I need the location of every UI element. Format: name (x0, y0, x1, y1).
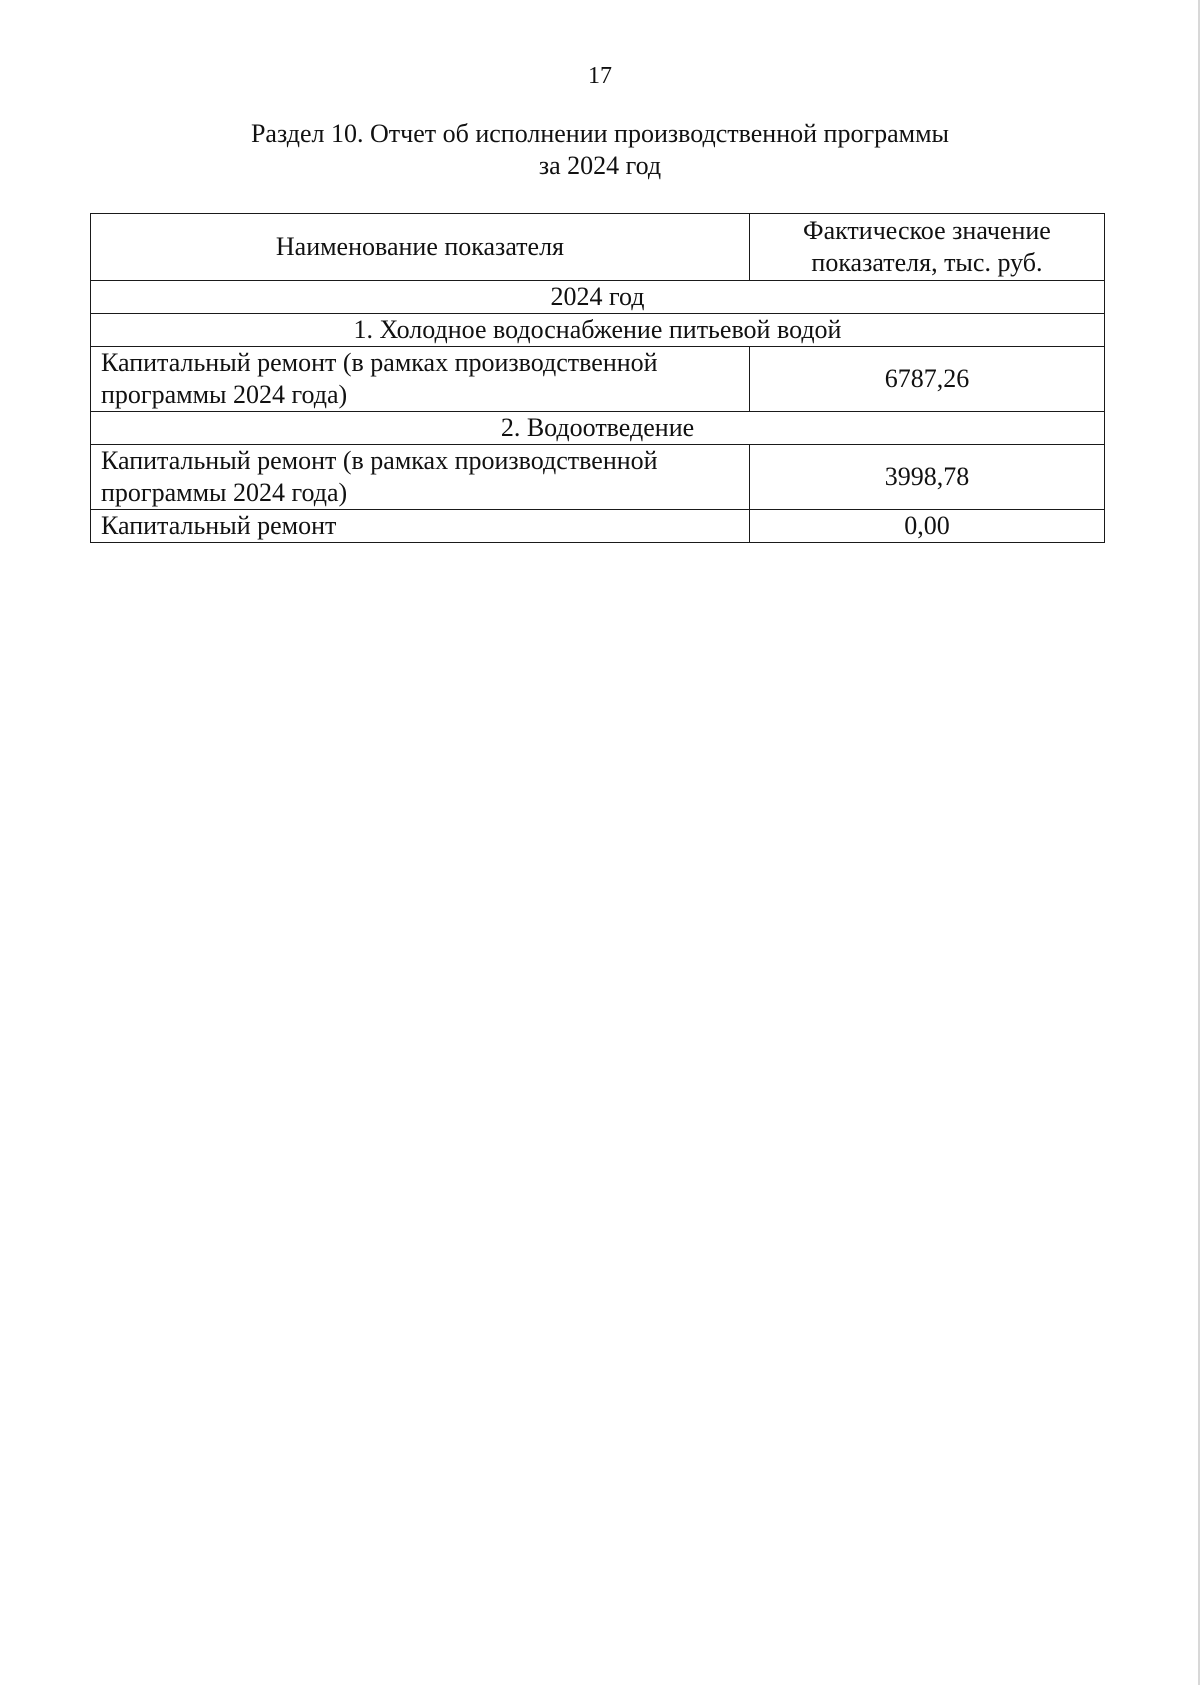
indicator-value-cell: 0,00 (749, 510, 1104, 543)
section-row (91, 412, 1105, 445)
table-row (91, 510, 1105, 543)
table-header-row (91, 214, 1105, 281)
section-heading-line-2: за 2024 год (538, 151, 662, 180)
column-header-actual-value: Фактическое значение показателя, тыс. руб. (749, 214, 1104, 281)
indicator-value-cell: 6787,26 (749, 347, 1104, 412)
production-program-report-table (90, 213, 1105, 543)
column-header-indicator-name: Наименование показателя (91, 214, 750, 281)
page-number: 17 (588, 63, 612, 89)
period-row (91, 281, 1105, 314)
period-cell: 2024 год (91, 281, 1105, 314)
indicator-name-cell: Капитальный ремонт (в рамках производственной программы 2024 года) (91, 445, 750, 510)
indicator-name-cell: Капитальный ремонт (91, 510, 750, 543)
indicator-name-cell: Капитальный ремонт (в рамках производственной программы 2024 года) (91, 347, 750, 412)
section-row (91, 314, 1105, 347)
section-heading (0, 118, 1200, 182)
table-row (91, 445, 1105, 510)
table-row (91, 347, 1105, 412)
section-heading-line-1: Раздел 10. Отчет об исполнении производственной программы (250, 119, 950, 148)
section-title-cold-water: 1. Холодное водоснабжение питьевой водой (91, 314, 1105, 347)
indicator-value-cell: 3998,78 (749, 445, 1104, 510)
section-title-wastewater: 2. Водоотведение (91, 412, 1105, 445)
